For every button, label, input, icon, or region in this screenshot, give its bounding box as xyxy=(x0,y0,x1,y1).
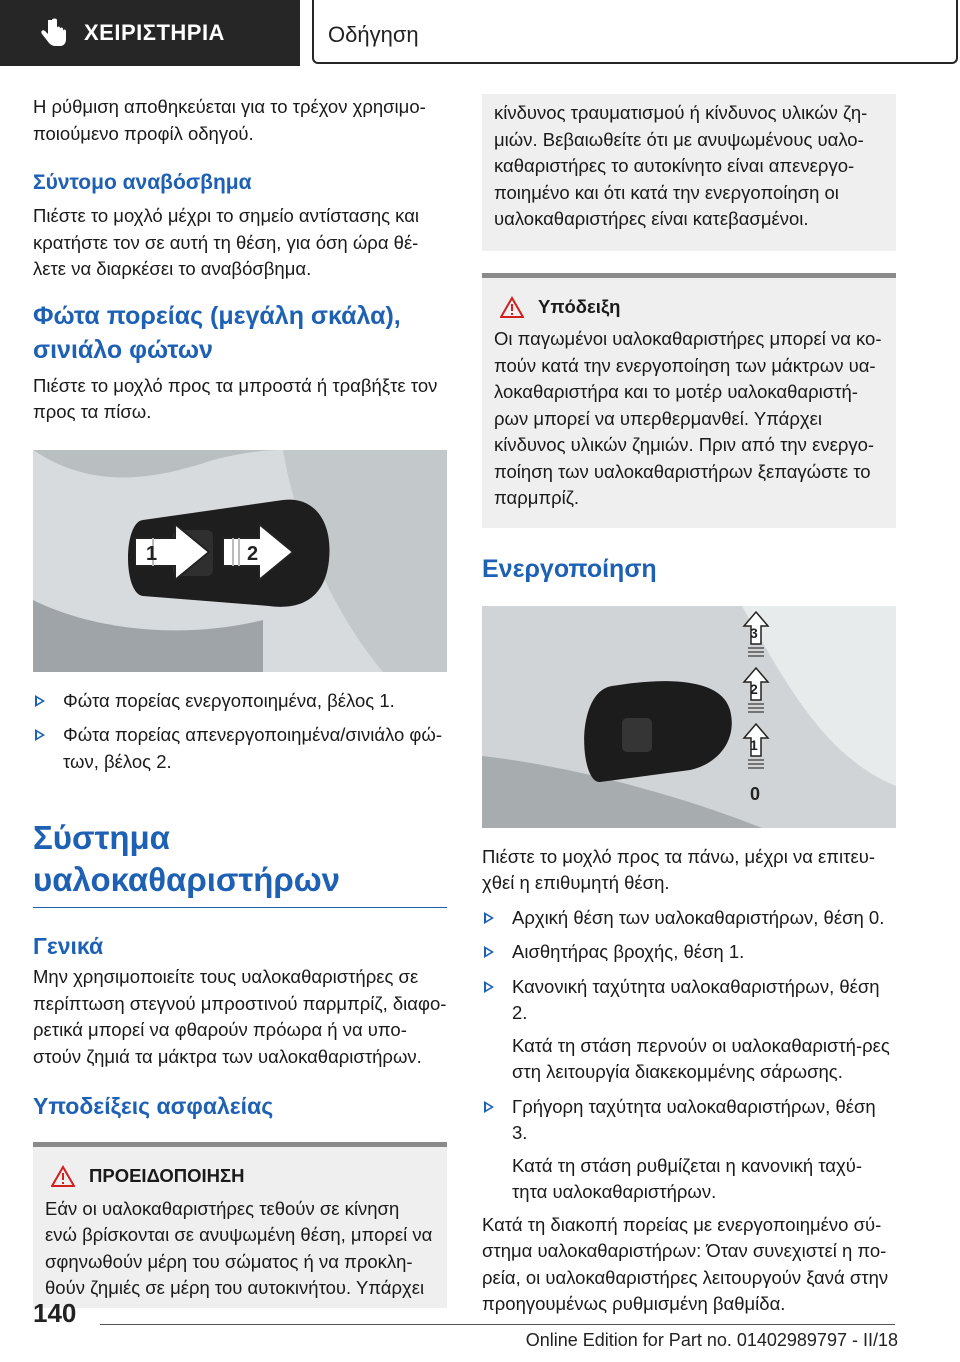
warning-paragraph: Εάν οι υαλοκαθαριστήρες τεθούν σε κίνηση ενώ βρίσκονται σε ανυψωμένη θέση, μπορεί να σφηνωθούν μέρη του σώματος ή να προκλη-θούν ζημιές σε μέρη του αυτοκινήτου. Υπάρχει xyxy=(45,1197,433,1298)
manual-section-label: ΧΕΙΡΙΣΤΗΡΙΑ xyxy=(84,20,225,45)
left-column xyxy=(33,94,447,1308)
warning-box-continued xyxy=(482,94,896,251)
safety-heading: Υποδείξεις ασφαλείας xyxy=(33,1093,274,1119)
activation-heading: Ενεργοποίηση xyxy=(482,554,657,583)
page-header xyxy=(0,0,960,66)
page-number: 140 xyxy=(33,1298,77,1328)
position-label-1: 1 xyxy=(750,736,758,753)
list-item: Γρήγορη ταχύτητα υαλοκαθαριστήρων, θέση 3. xyxy=(482,1094,896,1147)
manual-section-tab[interactable] xyxy=(0,0,300,66)
note-title-row xyxy=(494,294,884,321)
edition-label: Online Edition for Part no. 01402989797 - II/18 xyxy=(525,1330,898,1350)
breadcrumb xyxy=(312,0,958,64)
wiper-system-heading: Σύστημα υαλοκαθαριστήρων xyxy=(33,819,341,898)
high-beam-heading: Φώτα πορείας (μεγάλη σκάλα), σινιάλο φώτων xyxy=(33,301,401,364)
right-column xyxy=(482,94,896,1318)
breadcrumb-label: Οδήγηση xyxy=(328,22,419,47)
bullet-triangle-icon xyxy=(484,946,494,958)
wiper-lever-illustration xyxy=(482,606,896,828)
warning-title: ΠΡΟΕΙΔΟΠΟΙΗΣΗ xyxy=(89,1165,245,1186)
position-label-3: 3 xyxy=(750,624,758,641)
high-beam-paragraph: Πιέστε το μοχλό προς τα μπροστά ή τραβήξτε τον προς τα πίσω. xyxy=(33,374,438,422)
page-footer xyxy=(0,1290,960,1362)
bullet-triangle-icon xyxy=(484,1101,494,1113)
note-paragraph: Οι παγωμένοι υαλοκαθαριστήρες μπορεί να κο-πούν κατά την ενεργοποίηση των μάκτρων υα-λοκαθαριστήρα και το μοτέρ υαλοκαθαριστή-ρων μπορεί να υπερθερμανθεί. Υπάρχει κίνδυνος υλικών ζημιών. Πριν από την ενεργο-ποίηση των υαλοκαθαριστήρων ξεπαγώστε το παρμπρίζ. xyxy=(494,328,882,508)
flash-heading: Σύντομο αναβόσβημα xyxy=(33,171,252,194)
position-label-2: 2 xyxy=(750,680,758,697)
note-title: Υπόδειξη xyxy=(538,295,621,317)
list-item-note: Κατά τη στάση περνούν οι υαλοκαθαριστή-ρες στη λειτουργία διακεκομμένης σάρωσης. xyxy=(512,1034,890,1082)
intro-paragraph: Η ρύθμιση αποθηκεύεται για το τρέχον χρησιμο-ποιούμενο προφίλ οδηγού. xyxy=(33,96,426,144)
list-item: Αρχική θέση των υαλοκαθαριστήρων, θέση 0. xyxy=(482,905,896,932)
footer-divider xyxy=(100,1324,895,1325)
activation-paragraph: Πιέστε το μοχλό προς τα πάνω, μέχρι να επιτευ-χθεί η επιθυμητή θέση. xyxy=(482,845,875,893)
high-beam-lever-photo xyxy=(33,450,447,672)
lever-illustration xyxy=(33,450,447,672)
bullet-triangle-icon xyxy=(35,729,45,741)
warning-triangle-icon xyxy=(51,1165,75,1187)
pointing-hand-icon xyxy=(36,16,70,50)
warning-box xyxy=(33,1142,447,1308)
warning-triangle-icon xyxy=(500,296,524,318)
list-item: Φώτα πορείας ενεργοποιημένα, βέλος 1. xyxy=(33,688,447,715)
flash-paragraph: Πιέστε το μοχλό μέχρι το σημείο αντίστασης και κρατήστε τον σε αυτή τη θέση, για όση ώρα θέ-λετε να διαρκέσει το αναβόσβημα. xyxy=(33,205,419,279)
list-item-note: Κατά τη στάση ρυθμίζεται η κανονική ταχύ-τητα υαλοκαθαριστήρων. xyxy=(512,1154,862,1202)
arrow-label-1: 1 xyxy=(146,542,158,565)
heading-divider xyxy=(33,907,447,908)
general-paragraph: Μην χρησιμοποιείτε τους υαλοκαθαριστήρες σε περίπτωση στεγνού μπροστινού παρμπρίζ, διαφο-ρετικά μπορεί να φθαρούν πρόωρα ή να υπο-στούν ζημιά τα μάκτρα των υαλοκαθαριστήρων. xyxy=(33,966,447,1067)
wiper-lever-photo xyxy=(482,606,896,828)
arrow-label-2: 2 xyxy=(247,542,259,565)
general-heading: Γενικά xyxy=(33,933,104,959)
list-item: Κανονική ταχύτητα υαλοκαθαριστήρων, θέση 2. xyxy=(482,974,896,1027)
list-item: Φώτα πορείας απενεργοποιημένα/σινιάλο φώ-των, βέλος 2. xyxy=(33,722,447,775)
warning-continued-paragraph: κίνδυνος τραυματισμού ή κίνδυνος υλικών ζη-μιών. Βεβαιωθείτε ότι με ανυψωμένους υαλο-καθαριστήρες το αυτοκίνητο είναι απενεργο-ποιημένο και ότι κατά την ενεργοποίηση οι υαλοκαθαριστήρες είναι κατεβασμένοι. xyxy=(494,102,868,229)
bullet-triangle-icon xyxy=(484,912,494,924)
warning-title-row xyxy=(45,1163,435,1190)
note-box xyxy=(482,273,896,528)
position-label-0: 0 xyxy=(750,783,761,804)
closing-paragraph: Κατά τη διακοπή πορείας με ενεργοποιημένο σύ-στημα υαλοκαθαριστήρων: Όταν συνεχιστεί η πο-ρεία, οι υαλοκαθαριστήρες λειτουργούν ξανά στην προηγουμένως ρυθμισμένη βαθμίδα. xyxy=(482,1213,889,1314)
list-item: Αισθητήρας βροχής, θέση 1. xyxy=(482,939,896,966)
bullet-triangle-icon xyxy=(35,695,45,707)
bullet-triangle-icon xyxy=(484,981,494,993)
